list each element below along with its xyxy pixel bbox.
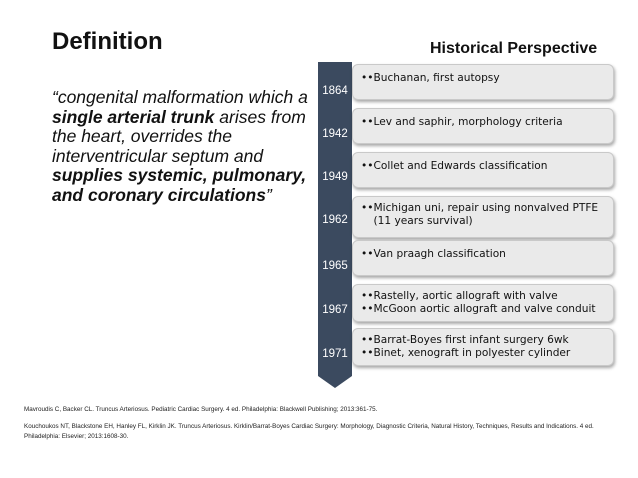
quote-bold-single-arterial-trunk: single arterial trunk [52, 106, 215, 127]
timeline-entry-1962 [352, 196, 614, 238]
quote-text-open: “congenital malformation which a [52, 87, 308, 107]
timeline-year-1962: 1962 [322, 214, 348, 226]
timeline-year-1967: 1967 [322, 304, 348, 316]
quote-bold-supplies: supplies systemic, pulmonary, and coronary circulations [52, 165, 307, 205]
bullet-icon: •• [361, 248, 374, 260]
bullet-icon: •• [361, 160, 374, 172]
timeline-item: •• Binet, xenograft in polyester cylinder [361, 347, 571, 359]
timeline-item: •• Michigan uni, repair using nonvalved PTFE (11 years survival) [361, 202, 599, 227]
bullet-icon: •• [361, 72, 374, 84]
timeline-entry-1965 [352, 240, 614, 276]
reference-item: Mavroudis C, Backer CL. Truncus Arteriosus. Pediatric Cardiac Surgery. 4 ed. Philadelphia: Blackwell Publishing; 2013:361-75. [24, 406, 378, 413]
timeline-entry-1942 [352, 108, 614, 144]
timeline-entry-1864 [352, 64, 614, 100]
bullet-icon: •• [361, 347, 374, 359]
slide-title: Definition [52, 28, 163, 55]
timeline-year-1864: 1864 [322, 85, 348, 97]
timeline-arrow-tip [318, 376, 352, 388]
timeline-year-1949: 1949 [322, 171, 348, 183]
definition-quote [52, 88, 314, 205]
historical-perspective-title: Historical Perspective [430, 40, 598, 57]
bullet-icon: •• [361, 116, 374, 128]
timeline-year-1971: 1971 [322, 348, 348, 360]
bullet-icon: •• [361, 290, 374, 302]
quote-text-close: ” [265, 184, 272, 205]
timeline-item: •• Buchanan, first autopsy [361, 72, 500, 84]
timeline-item: •• Rastelly, aortic allograft with valve [361, 290, 558, 302]
timeline-entry-1949 [352, 152, 614, 188]
timeline-entry-1971 [352, 328, 614, 366]
bullet-icon: •• [361, 303, 374, 315]
timeline-item: •• Van praagh classification [361, 248, 506, 260]
timeline-item: •• Barrat-Boyes first infant surgery 6wk [361, 334, 569, 346]
timeline-year-1965: 1965 [322, 260, 348, 272]
timeline-item: •• McGoon aortic allograft and valve conduit [361, 303, 596, 315]
reference-item: Kouchoukos NT, Blackstone EH, Hanley FL, Kirklin JK. Truncus Arteriosus. Kirklin/Barrat-Boyes Cardiac Surgery: Morphology, Diagnostic Criteria, Natural History, Techniques, Results and Indications. 4 ed. Philadelphia: Elsevier; 2013:1608-30. [24, 422, 594, 440]
timeline-year-1942: 1942 [322, 128, 348, 140]
bullet-icon: •• [361, 334, 374, 346]
timeline-entry-1967 [352, 284, 614, 322]
references [24, 405, 624, 449]
timeline-item: •• Lev and saphir, morphology criteria [361, 116, 563, 128]
timeline-item: •• Collet and Edwards classification [361, 160, 548, 172]
bullet-icon: •• [361, 202, 374, 214]
quote-text-middle: arises from the heart, overrides the interventricular septum and [52, 106, 306, 166]
